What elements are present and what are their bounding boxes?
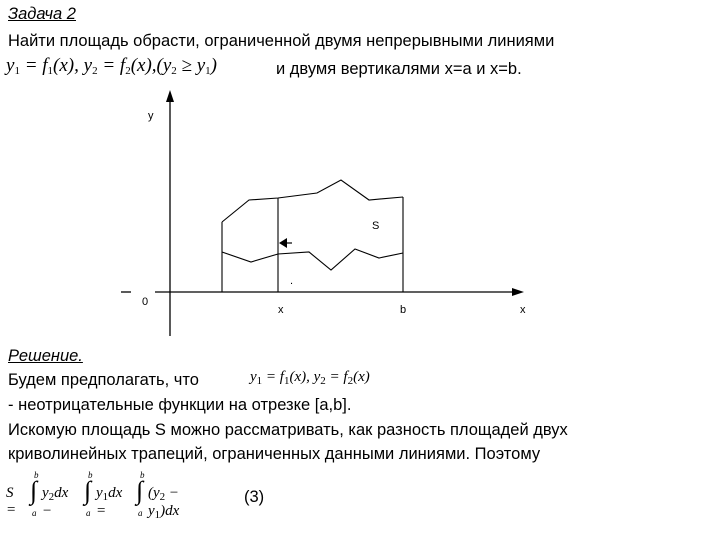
equation-number: (3)	[244, 488, 265, 506]
solution-line1: Будем предполагать, что	[8, 371, 199, 389]
solution-line4: криволинейных трапеций, ограниченных данными линиями. Поэтому	[8, 445, 541, 463]
b-label: b	[400, 304, 407, 316]
integral-2-lower: a	[86, 508, 91, 518]
integral-sign-1: ∫	[30, 476, 38, 505]
integral-sign-3: ∫	[136, 476, 144, 505]
lower-curve-y1	[222, 249, 403, 270]
upper-curve-y2	[222, 180, 403, 222]
integral-1-lower: a	[32, 508, 37, 518]
origin-label: 0	[142, 296, 149, 308]
task-statement-line1: Найти площадь обрасти, ограниченной двумя непрерывными линиями	[8, 32, 555, 50]
integral-1-upper: b	[34, 470, 39, 480]
pointer-arrowhead	[279, 238, 287, 248]
solution-line3: Искомую площадь S можно рассматривать, как разность площадей двух	[8, 421, 568, 439]
integral-2-upper: b	[88, 470, 93, 480]
solution-line2: - неотрицательные функции на отрезке [a,b].	[8, 396, 352, 414]
y-axis-label: y	[148, 110, 154, 122]
y-axis-arrow	[166, 90, 174, 102]
x-axis-arrow	[512, 288, 524, 296]
task-title: Задача 2	[8, 5, 76, 23]
x-mark-label: x	[278, 304, 284, 316]
integral-2-body: $y_1dx$ =	[96, 485, 123, 519]
integral-3-lower: a	[138, 508, 143, 518]
solution-title: Решение.	[8, 347, 83, 365]
task-statement-line2: и двумя вертикалями x=a и x=b.	[276, 60, 522, 78]
formula-S: S =	[6, 485, 17, 518]
formula-inline-functions: $y_1 = f_1(x)$, $y_2 = f_2(x)$	[250, 369, 370, 387]
formula-functions: $y_1 = f_1(x)$, $y_2 = f_2(x),(y_2 \ge y_1)$	[6, 55, 217, 77]
region-label-S: S	[372, 220, 380, 232]
integral-sign-2: ∫	[84, 476, 92, 505]
integral-3-body: $(y_2 - y_1)dx$	[148, 485, 180, 521]
integral-1-body: $y_2dx$ −	[42, 485, 69, 519]
dot-mark: .	[290, 275, 294, 287]
integral-3-upper: b	[140, 470, 145, 480]
x-axis-label: x	[520, 304, 526, 316]
